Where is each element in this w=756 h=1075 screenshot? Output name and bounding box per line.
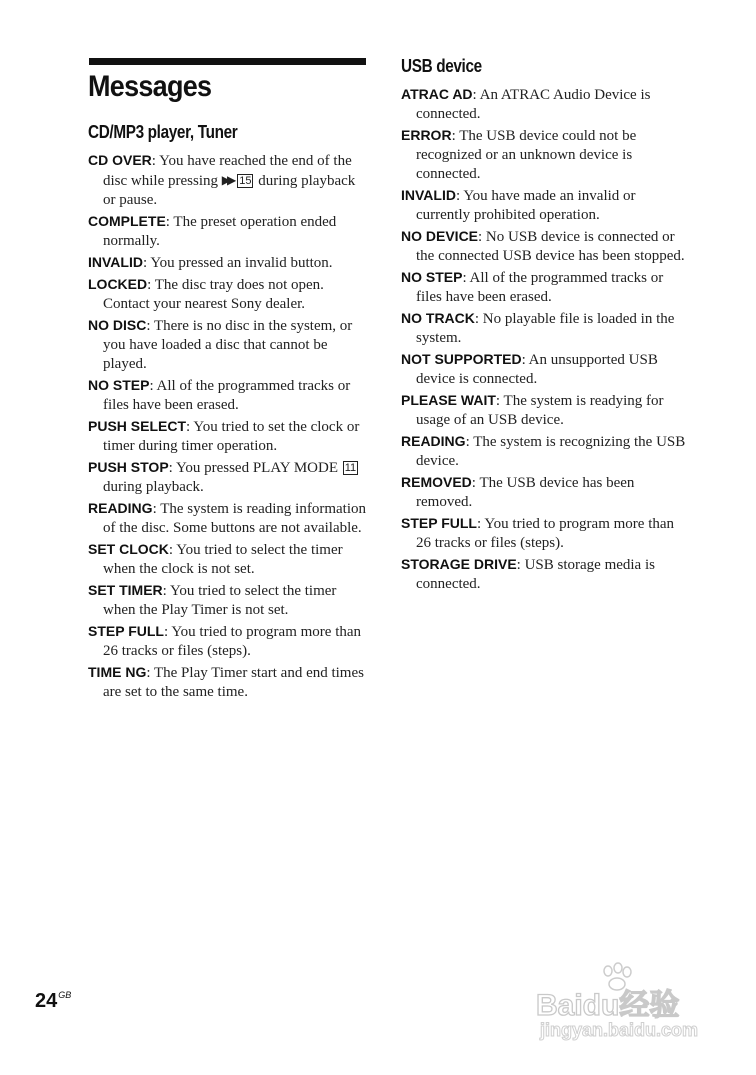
message-term: CD OVER — [88, 152, 152, 168]
message-term: COMPLETE — [88, 213, 166, 229]
message-term: READING — [88, 500, 153, 516]
message-term: STEP FULL — [88, 623, 164, 639]
message-term: STEP FULL — [401, 515, 477, 531]
message-term: ATRAC AD — [401, 86, 473, 102]
message-term: ERROR — [401, 127, 452, 143]
message-entry: NO STEP: All of the programmed tracks or files have been erased. — [88, 377, 351, 413]
message-term: REMOVED — [401, 474, 472, 490]
baidu-watermark — [536, 962, 716, 1057]
page-number: $24^{GB}$ — [35, 990, 72, 1012]
watermark-brand: Baidu经验 — [536, 989, 680, 1022]
reference-number: 15 — [239, 175, 252, 187]
message-term: STORAGE DRIVE — [401, 556, 517, 572]
message-entry: ERROR: The USB device could not be recognized or an unknown device is connected. — [401, 127, 637, 182]
section-heading-usb: USB device — [401, 56, 482, 76]
message-entry: NOT SUPPORTED: An unsupported USB device is connected. — [401, 351, 658, 387]
message-entry: COMPLETE: The preset operation ended normally. — [88, 213, 337, 249]
reference-number: 11 — [344, 462, 357, 474]
message-entry: INVALID: You pressed an invalid button. — [88, 254, 333, 271]
message-term: LOCKED — [88, 276, 148, 292]
message-term: PUSH STOP — [88, 459, 169, 475]
message-term: TIME NG — [88, 664, 147, 680]
message-entry: NO TRACK: No playable file is loaded in the system. — [401, 310, 675, 346]
message-entry: READING: The system is reading information of the disc. Some buttons are not available. — [88, 500, 366, 536]
message-entry: STEP FULL: You tried to program more than 26 tracks or files (steps). — [88, 623, 362, 659]
right-column — [401, 56, 686, 596]
message-term: NO DEVICE — [401, 228, 479, 244]
message-entry: PLEASE WAIT: The system is readying for usage of an USB device. — [401, 392, 664, 428]
message-entry: ATRAC AD: An ATRAC Audio Device is connected. — [401, 86, 651, 122]
message-term: INVALID — [88, 254, 143, 270]
page-number-suffix: GB — [58, 990, 72, 1000]
message-term: PUSH SELECT — [88, 418, 187, 434]
section-heading-cd-tuner: CD/MP3 player, Tuner — [88, 122, 238, 142]
message-entry: PUSH SELECT: You tried to set the clock or timer during timer operation. — [88, 418, 360, 454]
message-entry: LOCKED: The disc tray does not open. Contact your nearest Sony dealer. — [88, 276, 324, 312]
left-column — [88, 122, 368, 704]
message-term: NO TRACK — [401, 310, 475, 326]
message-entry: READING: The system is recognizing the USB device. — [401, 433, 686, 469]
message-entry: STEP FULL: You tried to program more than 26 tracks or files (steps). — [401, 515, 675, 551]
fast-forward-icon: ▶▶ — [221, 173, 233, 187]
message-entry: INVALID: You have made an invalid or currently prohibited operation. — [401, 187, 636, 223]
message-entry: NO STEP: All of the programmed tracks or files have been erased. — [401, 269, 664, 305]
message-entry: SET CLOCK: You tried to select the timer when the clock is not set. — [88, 541, 343, 577]
message-entry: REMOVED: The USB device has been removed. — [401, 474, 635, 510]
message-entry: SET TIMER: You tried to select the timer when the Play Timer is not set. — [88, 582, 337, 618]
message-term: NO DISC — [88, 317, 147, 333]
message-term: INVALID — [401, 187, 456, 203]
message-entry: STORAGE DRIVE: USB storage media is connected. — [401, 556, 655, 592]
message-entry: PUSH STOP: You pressed PLAY MODE 11 during playback. — [88, 459, 357, 495]
message-term: NO STEP — [401, 269, 463, 285]
message-term: SET CLOCK — [88, 541, 169, 557]
message-term: PLEASE WAIT — [401, 392, 496, 408]
title-rule — [89, 58, 366, 65]
page-title: Messages — [88, 70, 212, 103]
message-term: SET TIMER — [88, 582, 163, 598]
message-entry: NO DISC: There is no disc in the system, or you have loaded a disc that cannot be played. — [88, 317, 353, 372]
message-term: READING — [401, 433, 466, 449]
message-term: NOT SUPPORTED — [401, 351, 522, 367]
message-entry: CD OVER: You have reached the end of the disc while pressing ▶▶ 15 during playback or pause. — [88, 152, 356, 208]
message-entry: NO DEVICE: No USB device is connected or the connected USB device has been stopped. — [401, 228, 685, 264]
message-term: NO STEP — [88, 377, 150, 393]
watermark-url: jingyan.baidu.com — [540, 1020, 699, 1040]
message-entry: TIME NG: The Play Timer start and end times are set to the same time. — [88, 664, 364, 700]
